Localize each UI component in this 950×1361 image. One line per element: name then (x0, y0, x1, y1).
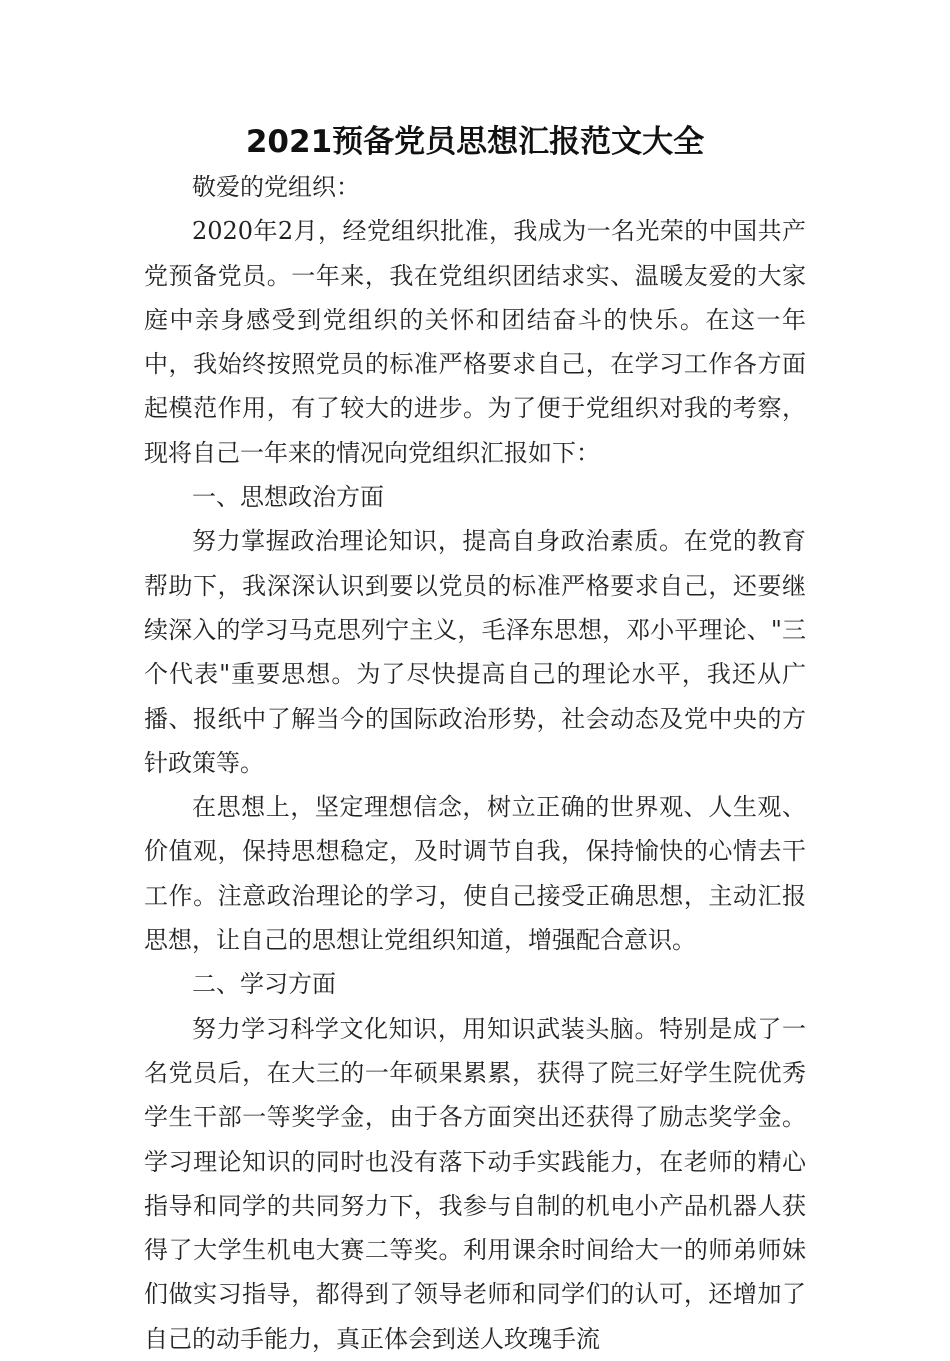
paragraph-ideology-2: 在思想上，坚定理想信念，树立正确的世界观、人生观、价值观，保持思想稳定，及时调节自我，保持愉快的心情去干工作。注意政治理论的学习，使自己接受正确思想，主动汇报思想，让自己的思想让党组织知道，增强配合意识。 (144, 793, 806, 955)
document-title: 2021预备党员思想汇报范文大全 (245, 124, 705, 160)
section-heading-study: 二、学习方面 (192, 970, 336, 999)
document-body (144, 165, 806, 1361)
section-heading-ideology: 一、思想政治方面 (192, 483, 384, 512)
paragraph-study-1: 努力学习科学文化知识，用知识武装头脑。特别是成了一名党员后，在大三的一年硕果累累，获得了院三好学生院优秀学生干部一等奖学金，由于各方面突出还获得了励志奖学金。学习理论知识的同时也没有落下动手实践能力，在老师的精心指导和同学的共同努力下，我参与自制的机电小产品机器人获得了大学生机电大赛二等奖。利用课余时间给大一的师弟师妹们做实习指导，都得到了领导老师和同学们的认可，还增加了自己的动手能力，真正体会到送人玫瑰手流 (144, 1014, 806, 1353)
salutation: 敬爱的党组织： (192, 173, 360, 201)
paragraph-ideology-1: 努力掌握政治理论知识，提高自身政治素质。在党的教育帮助下，我深深认识到要以党员的标准严格要求自己，还要继续深入的学习马克思列宁主义，毛泽东思想，邓小平理论、"三个代表"重要思想。为了尽快提高自己的理论水平，我还从广播、报纸中了解当今的国际政治形势，社会动态及党中央的方针政策等。 (144, 527, 806, 777)
paragraph-intro: 2020年2月，经党组织批准，我成为一名光荣的中国共产党预备党员。一年来，我在党组织团结求实、温暖友爱的大家庭中亲身感受到党组织的关怀和团结奋斗的快乐。在这一年中，我始终按照党员的标准严格要求自己，在学习工作各方面起模范作用，有了较大的进步。为了便于党组织对我的考察，现将自己一年来的情况向党组织汇报如下： (144, 217, 806, 467)
